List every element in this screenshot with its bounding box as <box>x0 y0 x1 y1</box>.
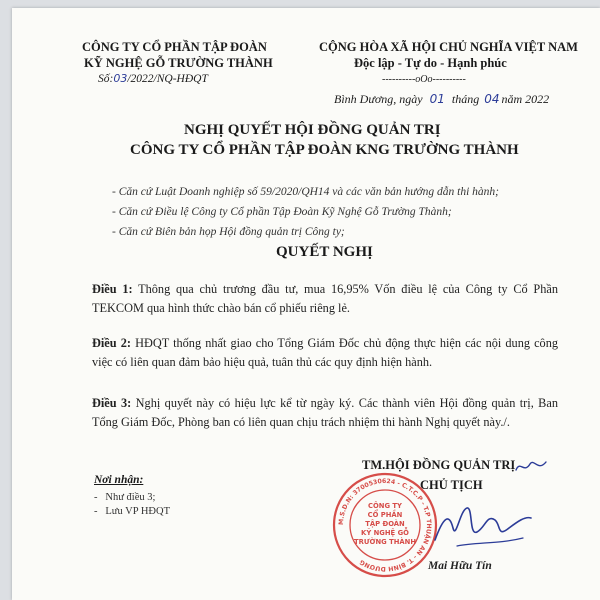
date-day: 01 <box>429 92 445 106</box>
basis-item: - Căn cứ Điều lệ Công ty Cổ phần Tập Đoàn Kỹ Nghệ Gỗ Trường Thành; <box>112 206 452 218</box>
date-month: 04 <box>484 92 500 106</box>
article-text: Thông qua chủ trương đầu tư, mua 16,95% Vốn điều lệ của Công ty Cổ Phần TEKCOM qua hình thức chào bán cổ phiếu riêng lẻ. <box>92 282 558 315</box>
article-label: Điều 3: <box>92 396 132 410</box>
signer-name: Mai Hữu Tín <box>428 560 492 572</box>
article-1 <box>92 280 558 318</box>
document-subtitle: CÔNG TY CỔ PHẦN TẬP ĐOÀN KNG TRƯỜNG THÀNH <box>130 142 519 158</box>
seal-center-line: TẬP ĐOÀN <box>365 520 405 528</box>
signature-flourish <box>512 456 552 478</box>
recipients-heading: Nơi nhận: <box>94 474 144 486</box>
doc-no-handwritten: 03 <box>113 72 128 85</box>
seal-center-line: CÔNG TY <box>368 502 402 510</box>
date-year: năm 2022 <box>501 92 550 106</box>
seal-center-line: TRƯỜNG THÀNH <box>353 538 417 546</box>
signature-title: TM.HỘI ĐỒNG QUẢN TRỊ <box>362 458 516 472</box>
seal-center-line: CỔ PHẦN <box>367 511 403 519</box>
doc-no-suffix: /2022/NQ-HĐQT <box>127 73 208 85</box>
national-motto: Độc lập - Tự do - Hạnh phúc <box>354 56 507 70</box>
basis-item: - Căn cứ Biên bản họp Hội đồng quản trị Công ty; <box>112 226 345 238</box>
date-month-label: tháng <box>451 92 480 106</box>
date-line <box>334 92 549 107</box>
article-text: HĐQT thống nhất giao cho Tổng Giám Đốc chủ động thực hiện các nội dung công việc có liên quan đảm bảo hiệu quả, tuân thủ các quy định hiện hành. <box>92 336 559 369</box>
article-3 <box>92 394 558 432</box>
basis-item: - Căn cứ Luật Doanh nghiệp số 59/2020/QH14 và các văn bản hướng dẫn thi hành; <box>112 186 499 198</box>
national-title: CỘNG HÒA XÃ HỘI CHỦ NGHĨA VIỆT NAM <box>319 40 578 54</box>
recipient-item: - Lưu VP HĐQT <box>94 506 170 517</box>
doc-no-prefix: Số: <box>98 73 114 85</box>
article-label: Điều 1: <box>92 282 133 296</box>
resolve-heading: QUYẾT NGHỊ <box>276 244 373 260</box>
company-name-line1: CÔNG TY CỔ PHẦN TẬP ĐOÀN <box>82 40 267 54</box>
article-text: Nghị quyết này có hiệu lực kể từ ngày ký. Các thành viên Hội đồng quản trị, Ban Tổng Giám Đốc, Phòng ban có liên quan chịu trách nhiệm thi hành Nghị quyết này./. <box>92 396 558 429</box>
signature-role: CHỦ TỊCH <box>420 478 483 492</box>
handwritten-signature <box>427 498 537 558</box>
company-seal <box>330 470 440 580</box>
article-2 <box>92 334 558 372</box>
document-page <box>12 8 600 600</box>
recipient-item: - Như điều 3; <box>94 492 156 503</box>
company-name-line2: KỸ NGHỆ GỖ TRƯỜNG THÀNH <box>84 56 273 70</box>
article-label: Điều 2: <box>92 336 131 350</box>
motto-divider: ----------oOo---------- <box>382 74 466 85</box>
document-title: NGHỊ QUYẾT HỘI ĐỒNG QUẢN TRỊ <box>184 122 441 138</box>
seal-ring-text: M.S.D.N: 3700530624 - C.T.C.P - T.P THUẬN AN - T. BÌNH DƯƠNG <box>337 477 433 573</box>
seal-center-line: KỸ NGHỆ GỖ <box>361 529 409 537</box>
document-number <box>98 72 208 85</box>
date-place: Bình Dương, ngày <box>334 92 423 106</box>
